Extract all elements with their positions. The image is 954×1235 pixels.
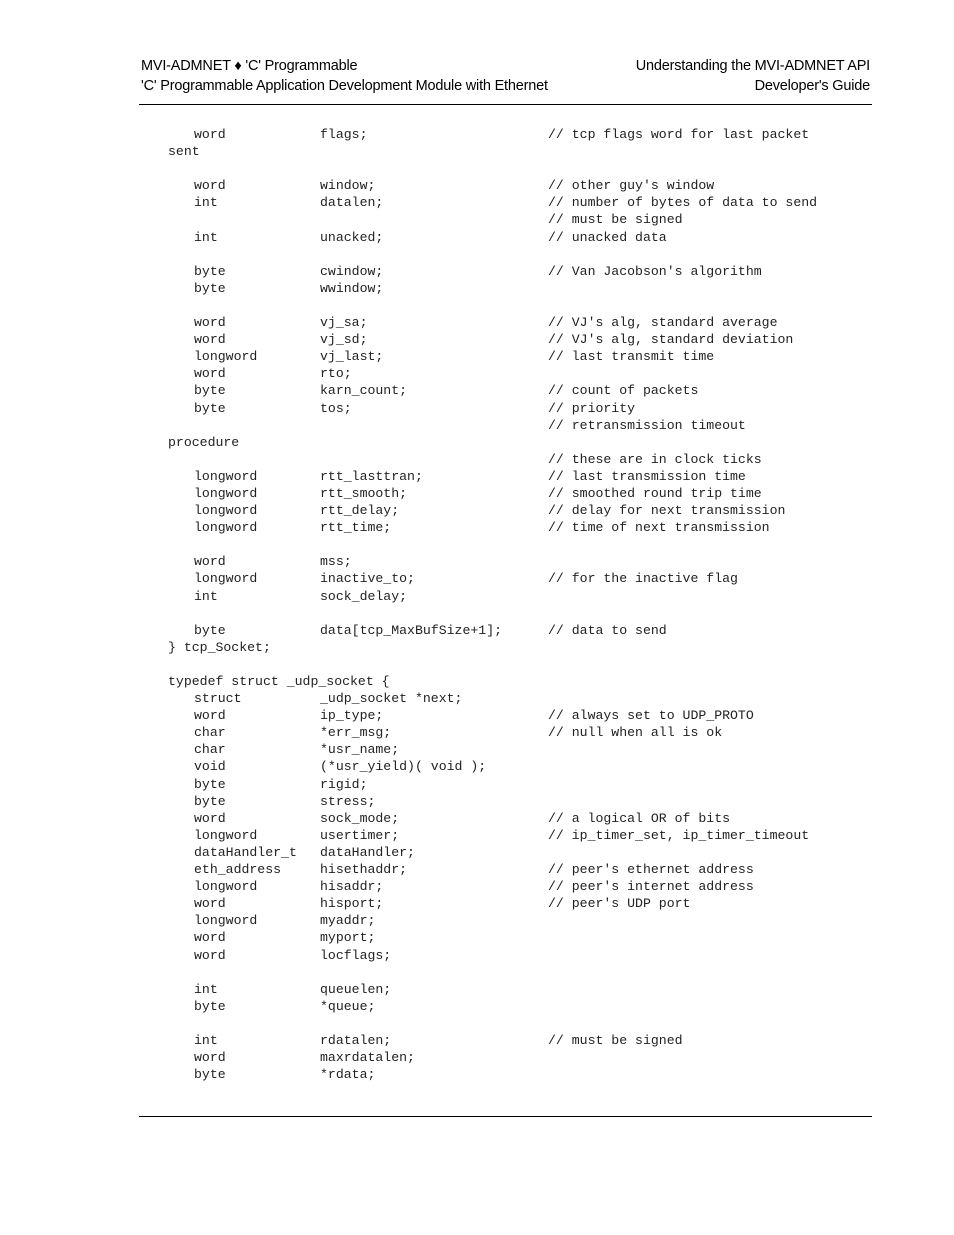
code-line: [168, 724, 868, 741]
code-comment: // peer's internet address: [548, 879, 754, 895]
code-identifier: usertimer;: [320, 827, 400, 843]
code-line: [168, 998, 868, 1015]
code-line: [168, 947, 868, 964]
code-type: word: [194, 127, 226, 142]
code-comment: // unacked data: [548, 229, 667, 245]
code-line: [168, 861, 868, 878]
code-identifier: vj_sa;: [320, 315, 368, 331]
code-type: byte: [194, 263, 226, 279]
code-type: longword: [194, 503, 258, 519]
code-line: [168, 177, 868, 194]
code-line: [168, 263, 868, 280]
code-identifier: *err_msg;: [320, 725, 392, 741]
code-type: byte: [194, 400, 226, 416]
code-type: longword: [194, 879, 258, 895]
code-line: [168, 331, 868, 348]
code-type: longword: [194, 468, 258, 484]
code-line: [168, 536, 868, 553]
code-comment: // peer's UDP port: [548, 896, 691, 912]
code-line: [168, 1049, 868, 1066]
code-type: dataHandler_t: [194, 844, 297, 860]
code-line: [168, 929, 868, 946]
code-line: [168, 656, 868, 673]
code-type: byte: [194, 1067, 226, 1083]
section-title: Understanding the MVI-ADMNET API: [635, 58, 870, 74]
code-line: [168, 246, 868, 263]
code-text: procedure: [168, 434, 240, 450]
code-line: [168, 964, 868, 981]
code-identifier: locflags;: [320, 947, 392, 963]
code-type: word: [194, 1050, 226, 1066]
code-identifier: rto;: [320, 366, 352, 382]
code-type: char: [194, 725, 226, 741]
code-line: [168, 827, 868, 844]
code-identifier: ip_type;: [320, 708, 384, 724]
code-type: byte: [194, 776, 226, 792]
code-type: word: [194, 178, 226, 194]
code-identifier: vj_last;: [320, 349, 384, 365]
code-line: [168, 229, 868, 246]
code-identifier: flags;: [320, 127, 368, 142]
code-line: [168, 382, 868, 399]
code-type: char: [194, 742, 226, 758]
code-type: struct: [194, 691, 242, 707]
code-text: } tcp_Socket;: [168, 639, 271, 655]
code-comment: // null when all is ok: [548, 725, 723, 741]
code-line: [168, 400, 868, 417]
code-line: [168, 622, 868, 639]
code-line: [168, 434, 868, 451]
code-type: byte: [194, 383, 226, 399]
code-identifier: rtt_time;: [320, 520, 392, 536]
code-comment: // Van Jacobson's algorithm: [548, 263, 762, 279]
code-type: longword: [194, 349, 258, 365]
code-comment: // VJ's alg, standard average: [548, 315, 778, 331]
code-line: [168, 126, 868, 143]
code-type: word: [194, 332, 226, 348]
code-comment: // these are in clock ticks: [548, 451, 762, 467]
code-type: longword: [194, 520, 258, 536]
code-type: int: [194, 981, 218, 997]
code-line: [168, 502, 868, 519]
header-left: [141, 57, 548, 96]
code-identifier: karn_count;: [320, 383, 408, 399]
product-title: MVI-ADMNET ♦ 'C' Programmable: [141, 58, 358, 74]
code-identifier: datalen;: [320, 195, 384, 211]
code-type: word: [194, 947, 226, 963]
code-identifier: rtt_lasttran;: [320, 468, 423, 484]
code-type: eth_address: [194, 862, 282, 878]
code-comment: // a logical OR of bits: [548, 810, 731, 826]
code-identifier: myaddr;: [320, 913, 376, 929]
code-line: [168, 211, 868, 228]
code-identifier: *rdata;: [320, 1067, 376, 1083]
code-comment: // tcp flags word for last packet: [548, 127, 810, 142]
code-type: int: [194, 229, 218, 245]
code-identifier: _udp_socket *next;: [320, 691, 463, 707]
code-listing: [168, 126, 868, 1083]
code-identifier: inactive_to;: [320, 571, 415, 587]
code-identifier: hisport;: [320, 896, 384, 912]
code-identifier: (*usr_yield)( void );: [320, 759, 487, 775]
code-identifier: cwindow;: [320, 263, 384, 279]
code-comment: // ip_timer_set, ip_timer_timeout: [548, 827, 810, 843]
code-type: word: [194, 810, 226, 826]
code-identifier: rtt_smooth;: [320, 485, 408, 501]
code-line: [168, 297, 868, 314]
code-line: [168, 365, 868, 382]
code-identifier: dataHandler;: [320, 844, 415, 860]
code-type: int: [194, 588, 218, 604]
code-comment: // delay for next transmission: [548, 503, 786, 519]
code-line: [168, 280, 868, 297]
code-line: [168, 1066, 868, 1083]
code-comment: // last transmission time: [548, 468, 746, 484]
code-identifier: rtt_delay;: [320, 503, 400, 519]
code-type: word: [194, 896, 226, 912]
code-identifier: data[tcp_MaxBufSize+1];: [320, 622, 503, 638]
code-comment: // number of bytes of data to send: [548, 195, 818, 211]
code-text: typedef struct _udp_socket {: [168, 674, 390, 689]
code-comment: // for the inactive flag: [548, 571, 738, 587]
code-identifier: sock_mode;: [320, 810, 400, 826]
code-type: void: [194, 759, 226, 775]
code-line: [168, 348, 868, 365]
code-type: word: [194, 315, 226, 331]
code-type: longword: [194, 913, 258, 929]
code-line: [168, 793, 868, 810]
code-line: [168, 588, 868, 605]
header-right: [636, 57, 870, 96]
code-line: [168, 1015, 868, 1032]
code-line: [168, 1032, 868, 1049]
code-comment: // VJ's alg, standard deviation: [548, 332, 794, 348]
code-type: byte: [194, 280, 226, 296]
code-line: [168, 673, 868, 690]
code-identifier: unacked;: [320, 229, 384, 245]
code-comment: // must be signed: [548, 1032, 683, 1048]
code-type: int: [194, 195, 218, 211]
code-identifier: *usr_name;: [320, 742, 400, 758]
code-type: byte: [194, 622, 226, 638]
code-line: [168, 810, 868, 827]
code-line: [168, 878, 868, 895]
product-subtitle: 'C' Programmable Application Development Module with Ethernet: [141, 77, 548, 94]
code-type: word: [194, 708, 226, 724]
guide-title: Developer's Guide: [754, 77, 870, 94]
code-type: byte: [194, 793, 226, 809]
code-text: sent: [168, 144, 200, 160]
code-identifier: hisaddr;: [320, 879, 384, 895]
code-identifier: wwindow;: [320, 280, 384, 296]
code-line: [168, 605, 868, 622]
code-line: [168, 451, 868, 468]
code-line: [168, 639, 868, 656]
code-comment: // peer's ethernet address: [548, 862, 754, 878]
code-identifier: maxrdatalen;: [320, 1050, 415, 1066]
code-identifier: rdatalen;: [320, 1032, 392, 1048]
code-line: [168, 776, 868, 793]
code-comment: // other guy's window: [548, 178, 715, 194]
code-line: [168, 741, 868, 758]
code-line: [168, 758, 868, 775]
code-line: [168, 570, 868, 587]
code-type: longword: [194, 485, 258, 501]
code-line: [168, 707, 868, 724]
code-identifier: mss;: [320, 554, 352, 570]
code-type: longword: [194, 827, 258, 843]
code-line: [168, 553, 868, 570]
code-comment: // must be signed: [548, 212, 683, 228]
code-line: [168, 468, 868, 485]
code-comment: // count of packets: [548, 383, 699, 399]
code-identifier: stress;: [320, 793, 376, 809]
code-identifier: hisethaddr;: [320, 862, 408, 878]
code-line: [168, 314, 868, 331]
code-line: [168, 485, 868, 502]
code-identifier: tos;: [320, 400, 352, 416]
code-line: [168, 895, 868, 912]
code-comment: // priority: [548, 400, 636, 416]
code-line: [168, 519, 868, 536]
code-identifier: sock_delay;: [320, 588, 408, 604]
code-type: word: [194, 366, 226, 382]
code-identifier: window;: [320, 178, 376, 194]
code-comment: // last transmit time: [548, 349, 715, 365]
code-identifier: *queue;: [320, 998, 376, 1014]
code-comment: // data to send: [548, 622, 667, 638]
code-comment: // retransmission timeout: [548, 417, 746, 433]
code-line: [168, 981, 868, 998]
code-type: byte: [194, 998, 226, 1014]
code-line: [168, 417, 868, 434]
code-identifier: myport;: [320, 930, 376, 946]
code-line: [168, 194, 868, 211]
code-type: word: [194, 554, 226, 570]
code-type: int: [194, 1032, 218, 1048]
code-identifier: queuelen;: [320, 981, 392, 997]
code-type: word: [194, 930, 226, 946]
code-identifier: vj_sd;: [320, 332, 368, 348]
code-comment: // time of next transmission: [548, 520, 770, 536]
code-line: [168, 690, 868, 707]
code-line: [168, 844, 868, 861]
code-identifier: rigid;: [320, 776, 368, 792]
code-type: longword: [194, 571, 258, 587]
code-comment: // smoothed round trip time: [548, 485, 762, 501]
code-comment: // always set to UDP_PROTO: [548, 708, 754, 724]
code-line: [168, 912, 868, 929]
code-line: [168, 160, 868, 177]
header-divider: [139, 104, 872, 105]
code-line: [168, 143, 868, 160]
footer-divider: [139, 1116, 872, 1117]
